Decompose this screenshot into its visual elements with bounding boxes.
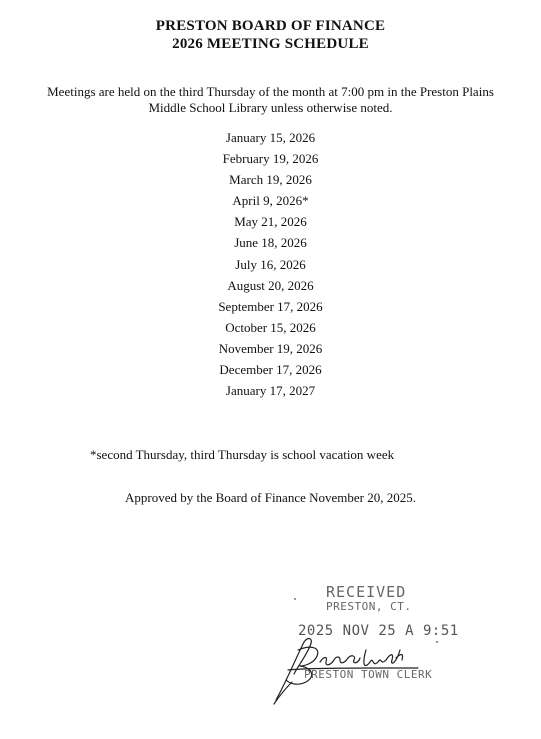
meeting-date: January 17, 2027 bbox=[225, 383, 316, 399]
received-stamp-clerk: PRESTON TOWN CLERK bbox=[304, 668, 433, 681]
meeting-date: July 16, 2026 bbox=[235, 256, 306, 272]
approval-statement: Approved by the Board of Finance November 20, 2025. bbox=[125, 490, 416, 505]
meeting-date: June 18, 2026 bbox=[234, 235, 307, 251]
meeting-intro bbox=[0, 84, 541, 116]
meeting-date: November 19, 2026 bbox=[218, 340, 323, 356]
footnote: *second Thursday, third Thursday is school vacation week bbox=[90, 447, 395, 462]
meeting-date: December 17, 2026 bbox=[219, 362, 322, 378]
meeting-date: August 20, 2026 bbox=[227, 277, 314, 293]
intro-line-1: Meetings are held on the third Thursday of the month at 7:00 pm in the Preston Plains bbox=[47, 84, 494, 99]
meeting-date: February 19, 2026 bbox=[222, 151, 319, 167]
scan-speck bbox=[436, 641, 438, 643]
meeting-date: October 15, 2026 bbox=[225, 319, 316, 335]
meeting-date: May 21, 2026 bbox=[234, 214, 307, 230]
intro-line-2: Middle School Library unless otherwise noted. bbox=[148, 100, 393, 115]
meeting-date: March 19, 2026 bbox=[229, 172, 312, 188]
document-title: PRESTON BOARD OF FINANCE bbox=[155, 18, 386, 34]
meeting-date: April 9, 2026* bbox=[232, 193, 309, 209]
meeting-date: January 15, 2026 bbox=[225, 130, 316, 145]
meeting-dates-list bbox=[0, 130, 541, 404]
received-stamp-town: PRESTON, CT. bbox=[326, 600, 412, 613]
scan-speck bbox=[294, 598, 296, 600]
document-subtitle: 2026 MEETING SCHEDULE bbox=[172, 36, 369, 52]
meeting-date: September 17, 2026 bbox=[218, 298, 323, 314]
received-stamp-datetime: 2025 NOV 25 A 9:51 bbox=[298, 623, 459, 639]
received-stamp-label: RECEIVED bbox=[326, 583, 407, 601]
